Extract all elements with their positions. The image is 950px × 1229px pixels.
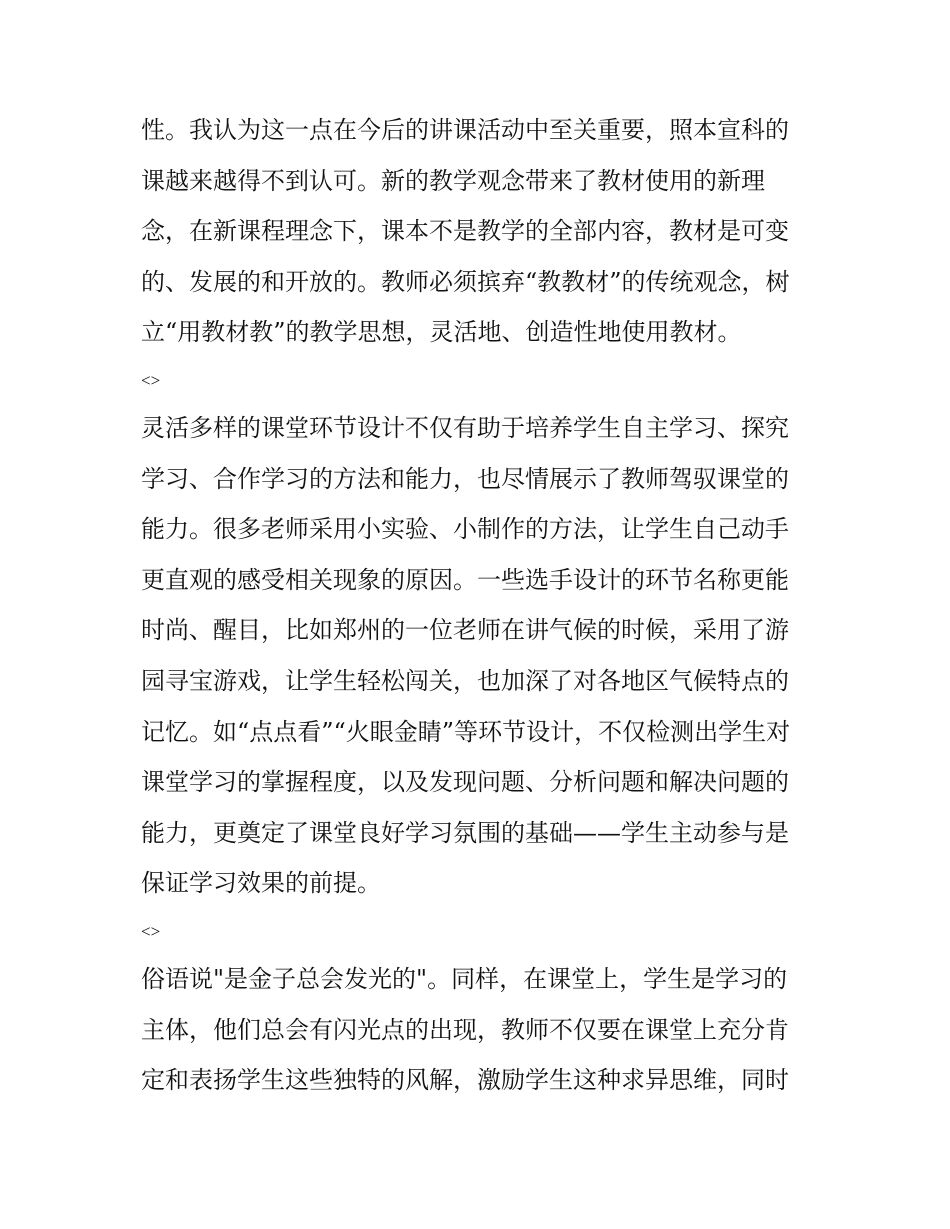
paragraph-line: 记忆。如“点点看”“火眼金睛”等环节设计，不仅检测出学生对 xyxy=(141,717,791,746)
body-text xyxy=(141,105,813,1106)
paragraph-line: 主体，他们总会有闪光点的出现，教师不仅要在课堂上充分肯 xyxy=(141,1015,789,1044)
paragraph-line: 课越来越得不到认可。新的教学观念带来了教材使用的新理 xyxy=(141,166,765,195)
paragraph-line: 念，在新课程理念下，课本不是教学的全部内容，教材是可变 xyxy=(141,217,789,246)
paragraph-line: 园寻宝游戏，让学生轻松闯关，也加深了对各地区气候特点的 xyxy=(141,666,789,695)
paragraph-line: 能力。很多老师采用小实验、小制作的方法，让学生自己动手 xyxy=(141,515,789,544)
paragraph-line: 定和表扬学生这些独特的风解，激励学生这种求异思维，同时 xyxy=(141,1066,789,1095)
paragraph-line: 更直观的感受相关现象的原因。一些选手设计的环节名称更能 xyxy=(141,565,789,594)
paragraph-line: 性。我认为这一点在今后的讲课活动中至关重要，照本宣科的 xyxy=(141,116,789,144)
paragraph-line: 时尚、醒目，比如郑州的一位老师在讲气候的时候，采用了游 xyxy=(141,616,789,645)
paragraph-line: 的、发展的和开放的。教师必须摈弃“教教材”的传统观念，树 xyxy=(141,267,790,296)
paragraph-3 xyxy=(141,954,813,1106)
paragraph-line: 学习、合作学习的方法和能力，也尽情展示了教师驾驭课堂的 xyxy=(141,464,789,493)
paragraph-1 xyxy=(141,105,813,358)
section-separator: <> xyxy=(141,370,161,390)
paragraph-line: 能力，更奠定了课堂良好学习氛围的基础——学生主动参与是 xyxy=(141,818,789,847)
section-separator: <> xyxy=(141,921,161,941)
paragraph-2 xyxy=(141,403,813,909)
paragraph-line: 立“用教材教”的教学思想，灵活地、创造性地使用教材。 xyxy=(141,318,742,347)
paragraph-line: 课堂学习的掌握程度，以及发现问题、分析问题和解决问题的 xyxy=(141,768,789,797)
paragraph-line: 俗语说"是金子总会发光的"。同样，在课堂上，学生是学习的 xyxy=(141,964,788,993)
paragraph-line: 灵活多样的课堂环节设计不仅有助于培养学生自主学习、探究 xyxy=(141,413,789,442)
paragraph-line: 保证学习效果的前提。 xyxy=(141,869,381,898)
